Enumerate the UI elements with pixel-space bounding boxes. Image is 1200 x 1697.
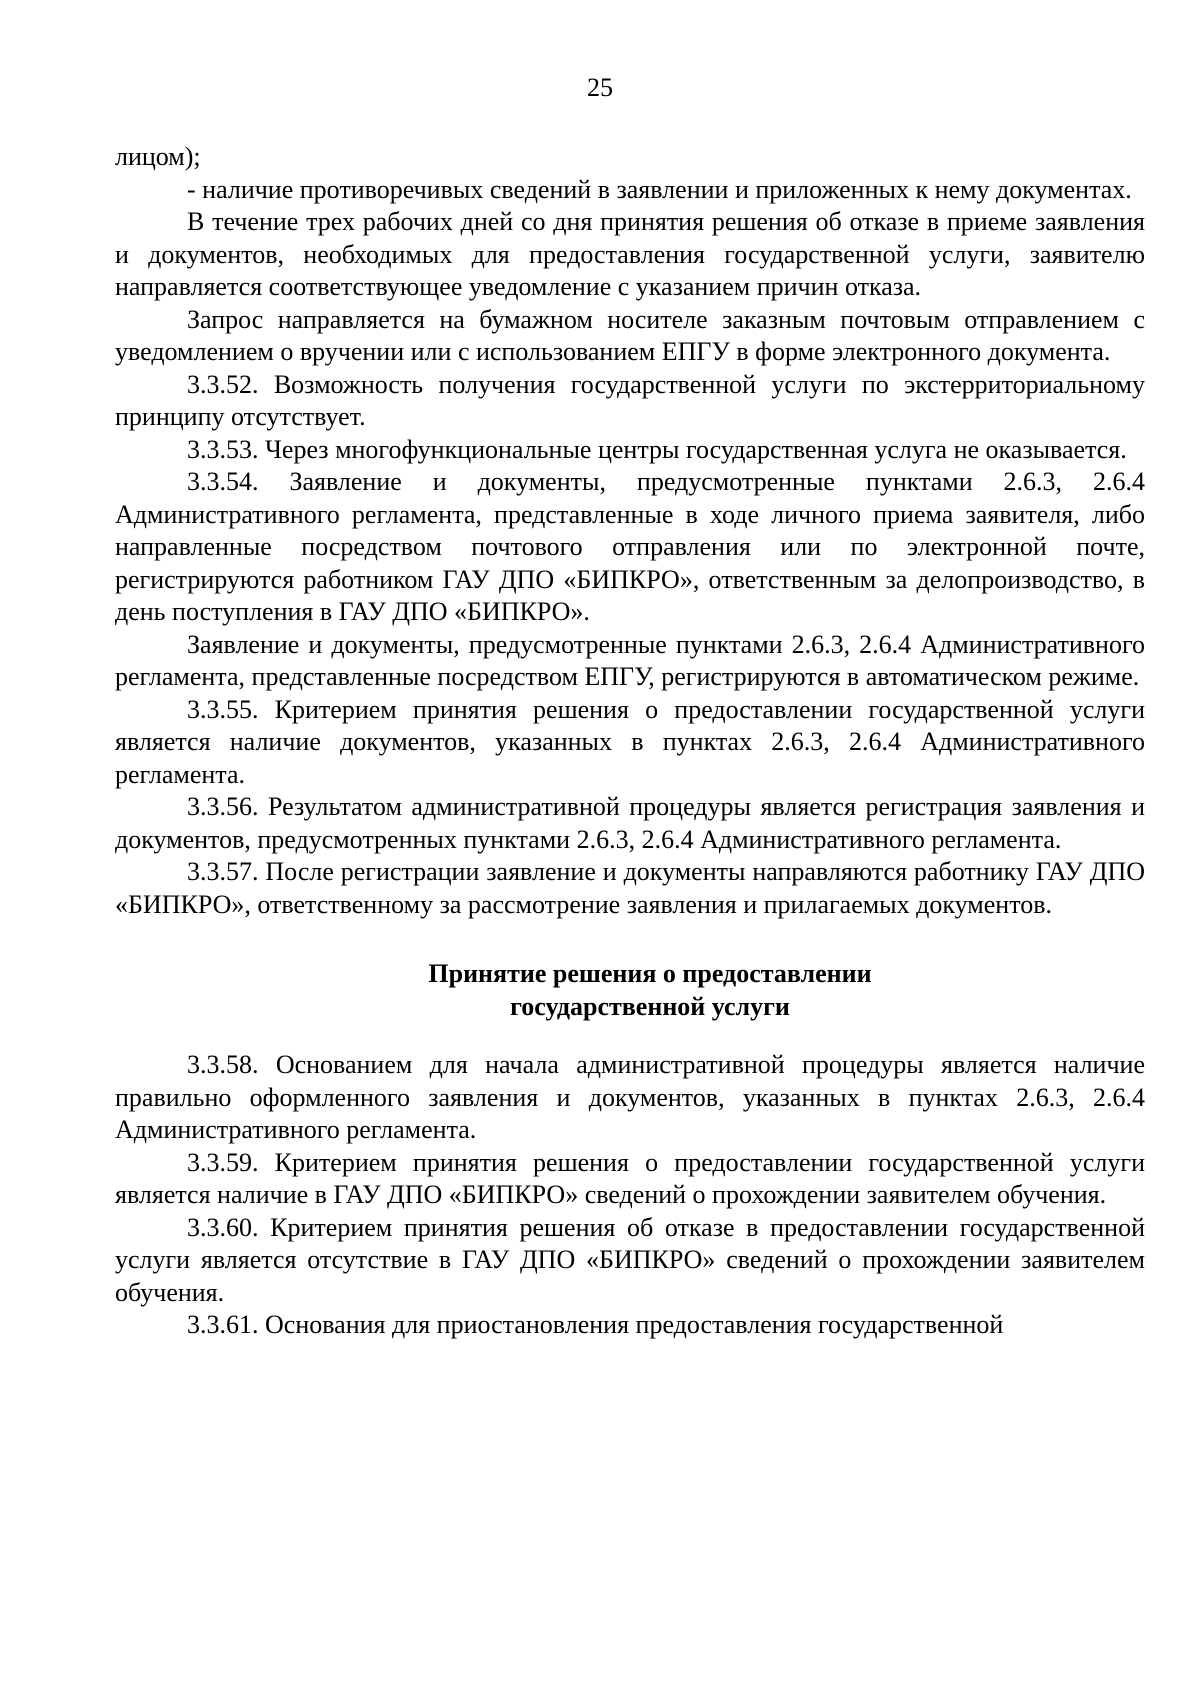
paragraph-refusal-notice: В течение трех рабочих дней со дня принятия решения об отказе в приеме заявления и документов, необходимых для предоставления государственной услуги, заявителю направляется соответствующее уведомление с указанием причин отказа. xyxy=(115,207,1145,301)
clause-3-3-57: 3.3.57. После регистрации заявление и документы направляются работнику ГАУ ДПО «БИПКРО», ответственному за рассмотрение заявления и прилагаемых документов. xyxy=(115,857,1145,919)
section-heading xyxy=(115,957,1145,1023)
paragraph-request-delivery: Запрос направляется на бумажном носителе заказным почтовым отправлением с уведомлением о вручении или с использованием ЕПГУ в форме электронного документа. xyxy=(115,304,1145,366)
clause-3-3-58: 3.3.58. Основанием для начала административной процедуры является наличие правильно оформленного заявления и документов, указанных в пунктах 2.6.3, 2.6.4 Административного регламента. xyxy=(115,1050,1145,1144)
clause-3-3-54: 3.3.54. Заявление и документы, предусмотренные пунктами 2.6.3, 2.6.4 Административного регламента, представленные в ходе личного приема заявителя, либо направленные посредством почтового отправления или по электронной почте, регистрируются работником ГАУ ДПО «БИПКРО», ответственным за делопроизводство, в день поступления в ГАУ ДПО «БИПКРО». xyxy=(115,467,1145,626)
page-number: 25 xyxy=(587,73,613,102)
clause-3-3-52: 3.3.52. Возможность получения государственной услуги по экстерриториальному принципу отсутствует. xyxy=(115,369,1145,431)
paragraph-epgu-registration: Заявление и документы, предусмотренные пунктами 2.6.3, 2.6.4 Административного регламента, представленные посредством ЕПГУ, регистрируются в автоматическом режиме. xyxy=(115,629,1145,691)
list-item-contradictory-info: - наличие противоречивых сведений в заявлении и приложенных к нему документах. xyxy=(187,174,1132,204)
clause-3-3-55: 3.3.55. Критерием принятия решения о предоставлении государственной услуги является наличие документов, указанных в пунктах 2.6.3, 2.6.4 Административного регламента. xyxy=(115,694,1145,789)
clause-3-3-60: 3.3.60. Критерием принятия решения об отказе в предоставлении государственной услуги является отсутствие в ГАУ ДПО «БИПКРО» сведений о прохождении заявителем обучения. xyxy=(115,1212,1145,1307)
section-heading-line-2: государственной услуги xyxy=(510,992,790,1021)
paragraph-continuation: лицом); xyxy=(115,142,201,171)
section-heading-line-1: Принятие решения о предоставлении xyxy=(428,959,872,988)
document-body xyxy=(115,141,1145,1342)
clause-3-3-61: 3.3.61. Основания для приостановления предоставления государственной xyxy=(187,1310,1004,1339)
clause-3-3-53: 3.3.53. Через многофункциональные центры государственная услуга не оказывается. xyxy=(187,434,1127,464)
clause-3-3-56: 3.3.56. Результатом административной процедуры является регистрация заявления и документов, предусмотренных пунктами 2.6.3, 2.6.4 Административного регламента. xyxy=(115,792,1145,854)
clause-3-3-59: 3.3.59. Критерием принятия решения о предоставлении государственной услуги является наличие в ГАУ ДПО «БИПКРО» сведений о прохождении заявителем обучения. xyxy=(115,1147,1145,1209)
